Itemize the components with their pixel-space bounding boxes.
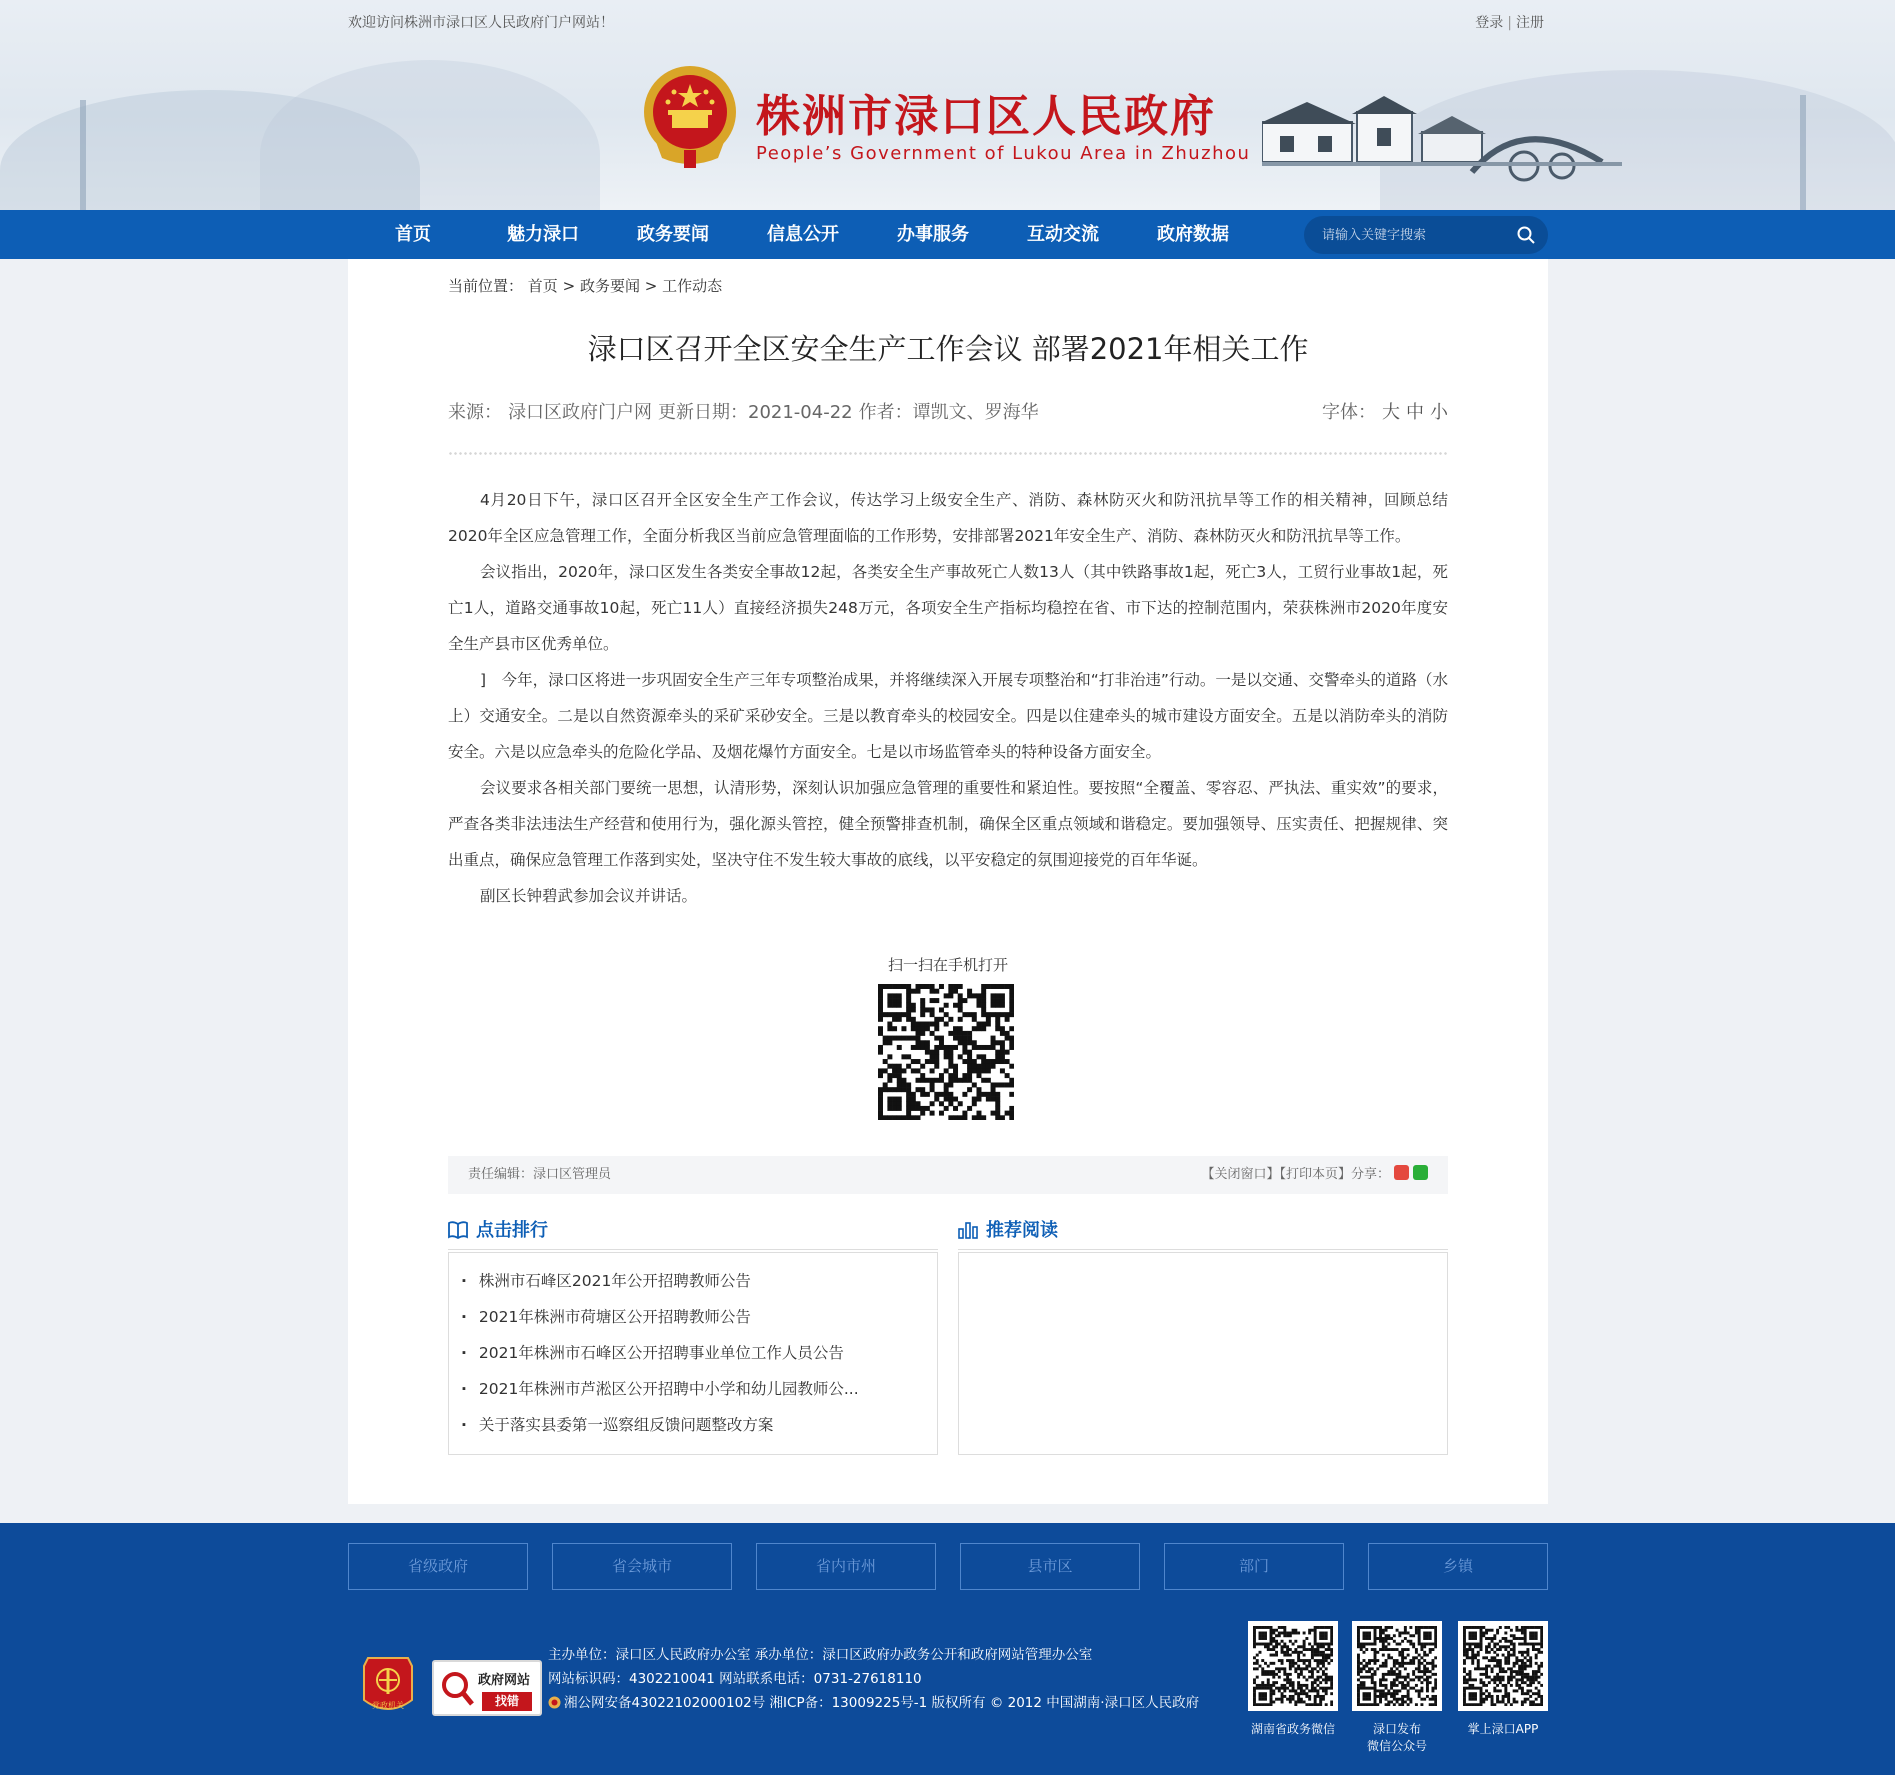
dotted-divider — [448, 451, 1448, 457]
nav-item-disclosure[interactable]: 信息公开 — [767, 224, 839, 245]
date-label: 更新日期： — [658, 402, 748, 423]
breadcrumb-separator: > — [644, 277, 658, 295]
source-label: 来源： — [448, 402, 502, 423]
share-label: 分享： — [1350, 1167, 1390, 1182]
close-window-button[interactable]: 【关闭窗口】 — [1201, 1167, 1280, 1182]
site-footer — [0, 1523, 1895, 1775]
find-error-title: 政府网站 — [478, 1673, 531, 1688]
site-subtitle: People’s Government of Lukou Area in Zhuzhou — [756, 143, 1251, 164]
tree-decoration — [1800, 95, 1806, 210]
nav-item-services[interactable]: 办事服务 — [897, 224, 969, 245]
recommend-divider — [958, 1249, 1448, 1250]
footer-link-provincial[interactable]: 省级政府 — [348, 1543, 528, 1590]
article-paragraph: 4月20日下午，渌口区召开全区安全生产工作会议，传达学习上级安全生产、消防、森林防灭火和防汛抗旱等工作的相关精神，回顾总结2020年全区应急管理工作，全面分析我区当前应急管理面临的工作形势，安排部署2021年安全生产、消防、森林防灭火和防汛抗旱等工作。 — [448, 491, 1448, 545]
magnifier-icon — [440, 1670, 474, 1708]
ranking-list-item[interactable]: · 关于落实县委第一巡察组反馈问题整改方案 — [461, 1407, 937, 1443]
site-header — [0, 0, 1895, 210]
welcome-text: 欢迎访问株洲市渌口区人民政府门户网站！ — [348, 15, 614, 31]
site-title: 株洲市渌口区人民政府 — [756, 91, 1216, 142]
lukou-wechat-qr — [1352, 1621, 1442, 1711]
ranking-heading — [448, 1216, 548, 1242]
footer-icp-row — [548, 1691, 1199, 1715]
breadcrumb-separator: > — [562, 277, 576, 295]
ranking-list — [449, 1253, 937, 1443]
weibo-share-icon[interactable] — [1394, 1165, 1409, 1180]
register-link[interactable]: 注册 — [1516, 15, 1544, 31]
breadcrumb-home[interactable]: 首页 — [527, 277, 558, 295]
nav-item-interaction[interactable]: 互动交流 — [1027, 224, 1099, 245]
nav-item-home[interactable]: 首页 — [395, 224, 431, 245]
footer-link-cities[interactable]: 省内市州 — [756, 1543, 936, 1590]
bar-chart-icon — [958, 1221, 978, 1239]
font-size-large[interactable]: 大 — [1382, 402, 1400, 423]
party-government-badge[interactable] — [362, 1656, 414, 1718]
hunan-wechat-qr — [1248, 1621, 1338, 1711]
article-paragraph: 副区长钟碧武参加会议并讲话。 — [480, 887, 698, 905]
ranking-list-box — [448, 1252, 938, 1455]
footer-icp: 湘公网安备43022102000102号 湘ICP备：13009225号-1 版权所有 © 2012 中国湖南·渌口区人民政府 — [564, 1695, 1200, 1711]
police-badge-icon — [548, 1696, 561, 1709]
search-icon[interactable] — [1516, 225, 1536, 245]
article-body — [448, 482, 1448, 914]
qr-caption: 扫一扫在手机打开 — [887, 956, 1008, 974]
village-illustration — [1262, 92, 1622, 187]
national-emblem-icon — [638, 62, 742, 172]
recommend-title: 推荐阅读 — [986, 1220, 1058, 1241]
book-icon — [448, 1221, 468, 1239]
qr-label-lukou-wechat: 渌口发布 微信公众号 — [1366, 1722, 1427, 1753]
author-value: 谭凯文、罗海华 — [912, 402, 1039, 423]
breadcrumb-current[interactable]: 工作动态 — [662, 277, 723, 295]
recommend-heading — [958, 1216, 1058, 1242]
tree-decoration — [80, 100, 86, 210]
login-link[interactable]: 登录 — [1475, 15, 1504, 31]
recommend-list-box — [958, 1252, 1448, 1455]
qr-label-app: 掌上渌口APP — [1467, 1722, 1539, 1736]
find-error-button: 找错 — [482, 1692, 532, 1711]
footer-info — [548, 1643, 1199, 1715]
font-size-label: 字体： — [1322, 402, 1376, 423]
font-size-medium[interactable]: 中 — [1406, 402, 1424, 423]
editor-bar — [448, 1156, 1448, 1194]
article-paragraph: ] 今年，渌口区将进一步巩固安全生产三年专项整治成果，并将继续深入开展专项整治和“打非治违”行动。一是以交通、交警牵头的道路（水上）交通安全。二是以自然资源牵头的采矿采砂安全。三是以教育牵头的校园安全。四是以住建牵头的城市建设方面安全。五是以消防牵头的消防安全。六是以应急牵头的危险化学品、及烟花爆竹方面安全。七是以市场监管牵头的特种设备方面安全。 — [448, 671, 1448, 761]
footer-organizer: 主办单位：渌口区人民政府办公室 承办单位：渌口区政府办政务公开和政府网站管理办公室 — [548, 1647, 1093, 1663]
author-label: 作者： — [858, 402, 913, 423]
print-page-button[interactable]: 【打印本页】 — [1279, 1167, 1351, 1182]
ranking-title: 点击排行 — [476, 1220, 548, 1241]
article-paragraph: 会议要求各相关部门要统一思想，认清形势，深刻认识加强应急管理的重要性和紧迫性。要按照“全覆盖、零容忍、严执法、重实效”的要求，严查各类非法违法生产经营和使用行为，强化源头管控，健全预警排查机制，确保全区重点领域和谐稳定。要加强领导、压实责任、把握规律、突出重点，确保应急管理工作落到实处，坚决守住不发生较大事故的底线，以平安稳定的氛围迎接党的百年华诞。 — [448, 779, 1448, 869]
source-value: 渌口区政府门户网 — [508, 402, 652, 423]
date-value: 2021-04-22 — [748, 402, 853, 423]
ranking-list-item[interactable]: · 2021年株洲市石峰区公开招聘事业单位工作人员公告 — [461, 1335, 937, 1371]
party-badge-text: 党政机关 — [372, 1701, 404, 1710]
lukou-app-qr — [1458, 1621, 1548, 1711]
font-size-small[interactable]: 小 — [1430, 402, 1448, 423]
editor-value: 渌口区管理员 — [533, 1167, 612, 1182]
article-meta — [448, 398, 1448, 424]
auth-divider: | — [1507, 15, 1512, 31]
main-nav — [0, 210, 1895, 259]
ranking-list-item[interactable]: · 株洲市石峰区2021年公开招聘教师公告 — [461, 1263, 937, 1299]
footer-site-id: 网站标识码：4302210041 网站联系电话：0731-27618110 — [548, 1671, 922, 1687]
nav-item-charm[interactable]: 魅力渌口 — [507, 224, 579, 245]
nav-item-news[interactable]: 政务要闻 — [637, 224, 709, 245]
footer-link-counties[interactable]: 县市区 — [960, 1543, 1140, 1590]
ranking-list-item[interactable]: · 2021年株洲市芦淞区公开招聘中小学和幼儿园教师公... — [461, 1371, 937, 1407]
footer-link-departments[interactable]: 部门 — [1164, 1543, 1344, 1590]
article-title: 渌口区召开全区安全生产工作会议 部署2021年相关工作 — [587, 332, 1309, 366]
ranking-list-item[interactable]: · 2021年株洲市荷塘区公开招聘教师公告 — [461, 1299, 937, 1335]
article-paragraph: 会议指出，2020年，渌口区发生各类安全事故12起，各类安全生产事故死亡人数13人（其中铁路事故1起，死亡3人，工贸行业事故1起，死亡1人，道路交通事故10起，死亡11人）直接经济损失248万元，各项安全生产指标均稳控在省、市下达的控制范围内，荣获株洲市2020年度安全生产县市区优秀单位。 — [448, 563, 1448, 653]
mountain-decoration — [260, 60, 600, 210]
find-error-badge[interactable] — [432, 1660, 542, 1716]
breadcrumb-prefix: 当前位置： — [448, 277, 524, 295]
ranking-divider — [448, 1249, 938, 1250]
font-size-switcher — [1322, 398, 1448, 424]
wechat-share-icon[interactable] — [1413, 1165, 1428, 1180]
search-box — [1304, 216, 1548, 254]
editor-label: 责任编辑： — [468, 1167, 534, 1182]
breadcrumb — [448, 275, 722, 296]
search-input[interactable] — [1322, 216, 1512, 254]
footer-link-towns[interactable]: 乡镇 — [1368, 1543, 1548, 1590]
article-qr-code — [878, 984, 1014, 1120]
auth-links — [1475, 12, 1544, 32]
breadcrumb-news[interactable]: 政务要闻 — [579, 277, 640, 295]
article-card — [348, 259, 1548, 1504]
nav-item-data[interactable]: 政府数据 — [1157, 224, 1229, 245]
footer-link-capital[interactable]: 省会城市 — [552, 1543, 732, 1590]
qr-label-hunan: 湖南省政务微信 — [1250, 1722, 1335, 1736]
